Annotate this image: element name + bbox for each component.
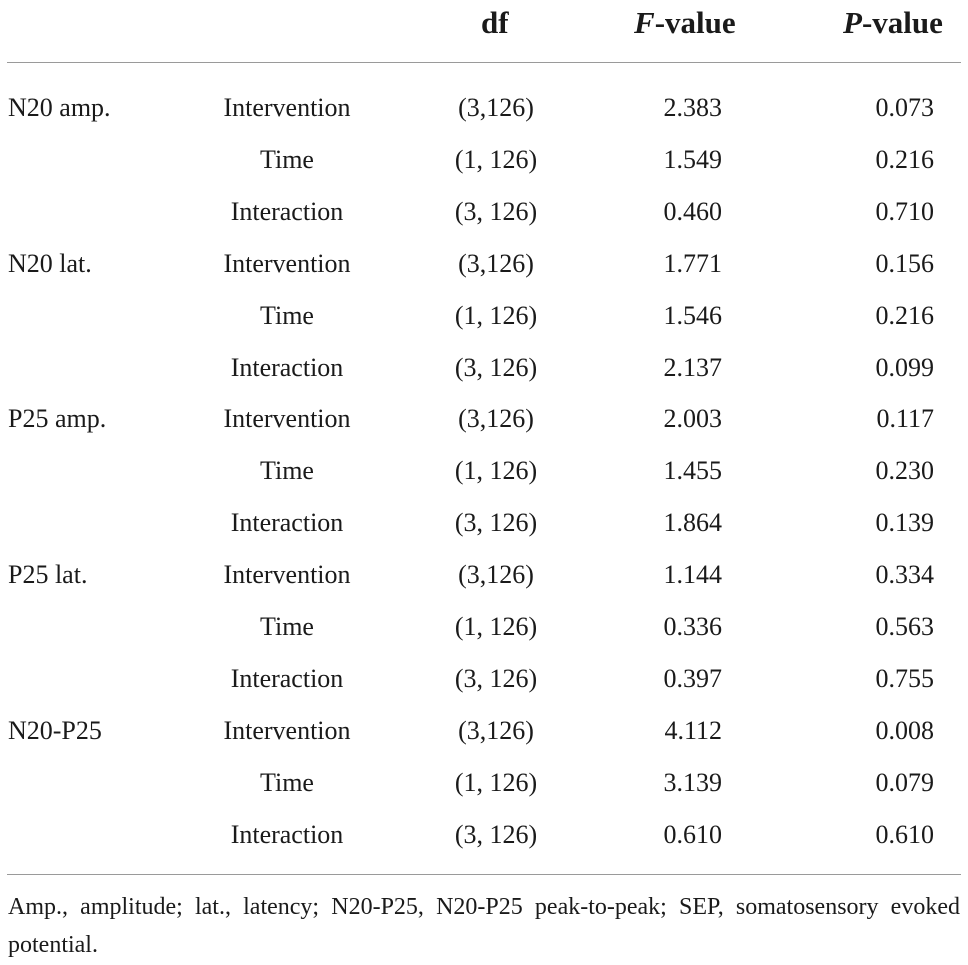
f-value-cell: 1.546 bbox=[663, 300, 722, 330]
header-df: df bbox=[481, 5, 509, 40]
header-f-value bbox=[634, 2, 736, 44]
table-row bbox=[0, 816, 968, 868]
f-value-cell: 3.139 bbox=[663, 767, 722, 797]
f-value-cell: 0.610 bbox=[663, 819, 722, 849]
df-cell: (3, 126) bbox=[454, 352, 538, 382]
factor-cell: Interaction bbox=[230, 663, 344, 693]
p-value-cell: 0.610 bbox=[875, 819, 934, 849]
factor-cell: Intervention bbox=[223, 560, 351, 590]
table-row bbox=[0, 660, 968, 712]
p-value-cell: 0.099 bbox=[875, 352, 934, 382]
p-value-cell: 0.216 bbox=[875, 144, 934, 174]
table-row bbox=[0, 764, 968, 816]
measure-cell: N20 lat. bbox=[8, 248, 92, 278]
table-row bbox=[0, 245, 968, 297]
factor-cell: Time bbox=[260, 612, 314, 641]
measure-cell: P25 amp. bbox=[8, 404, 107, 434]
f-value-cell: 4.112 bbox=[664, 715, 722, 745]
factor-cell: Interaction bbox=[230, 508, 344, 538]
header-p-suffix: -value bbox=[861, 5, 943, 40]
factor-cell: Interaction bbox=[230, 819, 344, 849]
factor-cell: Interaction bbox=[230, 196, 344, 226]
df-cell: (3,126) bbox=[458, 560, 534, 590]
factor-cell: Time bbox=[260, 767, 314, 797]
df-cell: (1, 126) bbox=[454, 612, 538, 641]
f-value-cell: 1.771 bbox=[663, 248, 722, 278]
table-row bbox=[0, 349, 968, 401]
p-value-cell: 0.073 bbox=[875, 93, 934, 122]
p-value-cell: 0.710 bbox=[875, 196, 934, 226]
table-row bbox=[0, 297, 968, 349]
table-row bbox=[0, 193, 968, 245]
f-value-cell: 1.144 bbox=[663, 560, 722, 590]
factor-cell: Interaction bbox=[230, 352, 344, 382]
factor-cell: Intervention bbox=[223, 404, 351, 434]
p-value-cell: 0.563 bbox=[875, 612, 934, 641]
factor-cell: Time bbox=[260, 456, 314, 486]
table-row bbox=[0, 452, 968, 504]
measure-cell: N20-P25 bbox=[8, 715, 102, 745]
df-cell: (3,126) bbox=[458, 248, 534, 278]
header-f-symbol: F bbox=[634, 5, 655, 40]
f-value-cell: 0.460 bbox=[663, 196, 722, 226]
f-value-cell: 2.383 bbox=[663, 93, 722, 122]
df-cell: (3, 126) bbox=[454, 819, 538, 849]
p-value-cell: 0.755 bbox=[875, 663, 934, 693]
p-value-cell: 0.156 bbox=[875, 248, 934, 278]
factor-cell: Time bbox=[260, 300, 314, 330]
p-value-cell: 0.008 bbox=[875, 715, 934, 745]
f-value-cell: 2.003 bbox=[663, 404, 722, 434]
f-value-cell: 0.397 bbox=[663, 663, 722, 693]
df-cell: (1, 126) bbox=[454, 300, 538, 330]
p-value-cell: 0.079 bbox=[875, 767, 934, 797]
factor-cell: Intervention bbox=[223, 248, 351, 278]
f-value-cell: 1.455 bbox=[663, 456, 722, 486]
df-cell: (3,126) bbox=[458, 715, 534, 745]
table-row bbox=[0, 608, 968, 660]
table-row bbox=[0, 89, 968, 141]
header-rule bbox=[7, 62, 961, 63]
factor-cell: Intervention bbox=[223, 715, 351, 745]
p-value-cell: 0.117 bbox=[876, 404, 934, 434]
p-value-cell: 0.334 bbox=[875, 560, 934, 590]
f-value-cell: 1.549 bbox=[663, 144, 722, 174]
table-footnote: Amp., amplitude; lat., latency; N20-P25, N20-P25 peak-to-peak; SEP, somatosensory evoked potential. bbox=[8, 894, 960, 958]
df-cell: (1, 126) bbox=[454, 767, 538, 797]
table-header-row bbox=[0, 0, 968, 60]
df-cell: (3, 126) bbox=[454, 663, 538, 693]
f-value-cell: 0.336 bbox=[663, 612, 722, 641]
df-cell: (1, 126) bbox=[454, 456, 538, 486]
header-f-suffix: -value bbox=[654, 5, 736, 40]
table-row bbox=[0, 556, 968, 608]
measure-cell: P25 lat. bbox=[8, 560, 88, 590]
table-row bbox=[0, 504, 968, 556]
df-cell: (1, 126) bbox=[454, 144, 538, 174]
header-p-value bbox=[843, 2, 943, 44]
df-cell: (3,126) bbox=[458, 93, 534, 122]
measure-cell: N20 amp. bbox=[8, 93, 111, 122]
factor-cell: Intervention bbox=[223, 93, 351, 122]
header-p-symbol: P bbox=[843, 5, 862, 40]
bottom-rule bbox=[7, 874, 961, 875]
f-value-cell: 1.864 bbox=[663, 508, 722, 538]
factor-cell: Time bbox=[260, 144, 314, 174]
table-row bbox=[0, 141, 968, 193]
table-row bbox=[0, 712, 968, 764]
df-cell: (3, 126) bbox=[454, 508, 538, 538]
table-row bbox=[0, 400, 968, 452]
p-value-cell: 0.216 bbox=[875, 300, 934, 330]
df-cell: (3, 126) bbox=[454, 196, 538, 226]
p-value-cell: 0.230 bbox=[875, 456, 934, 486]
p-value-cell: 0.139 bbox=[875, 508, 934, 538]
f-value-cell: 2.137 bbox=[663, 352, 722, 382]
df-cell: (3,126) bbox=[458, 404, 534, 434]
